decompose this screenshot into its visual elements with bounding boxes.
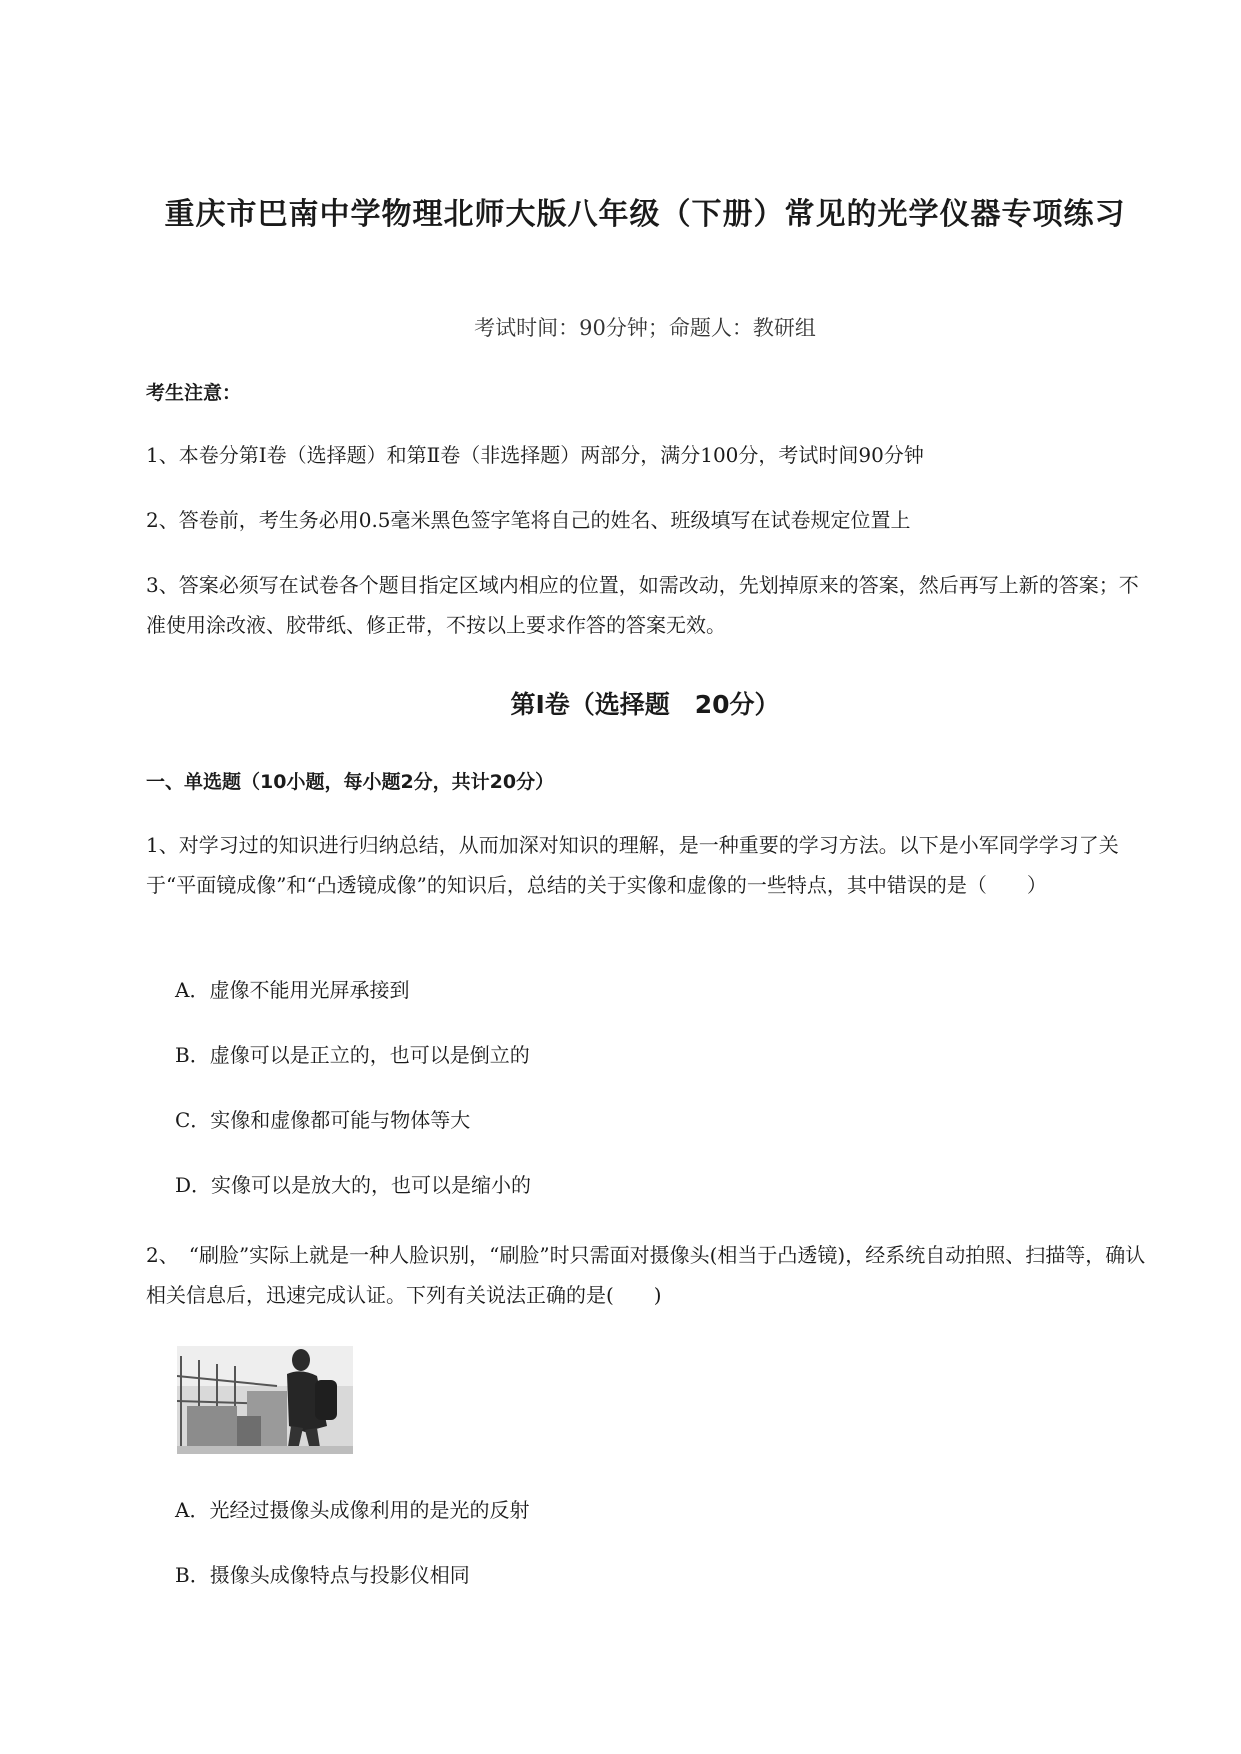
question-2-option-a: A．光经过摄像头成像利用的是光的反射 [175, 1498, 530, 1522]
question-type-heading: 一、单选题（10小题，每小题2分，共计20分） [146, 771, 555, 793]
notice-item-2: 2、答卷前，考生务必用0.5毫米黑色签字笔将自己的姓名、班级填写在试卷规定位置上 [146, 508, 911, 532]
question-2-stem: 2、 “刷脸”实际上就是一种人脸识别，“刷脸”时只需面对摄像头(相当于凸透镜)，经系统自动拍照、扫描等，确认相关信息后，迅速完成认证。下列有关说法正确的是( ) [146, 1243, 1146, 1307]
section-title: 第Ⅰ卷（选择题 20分） [510, 690, 780, 719]
notice-heading: 考生注意： [146, 382, 242, 404]
question-2-option-b: B．摄像头成像特点与投影仪相同 [175, 1563, 470, 1587]
question-1-stem: 1、对学习过的知识进行归纳总结，从而加深对知识的理解，是一种重要的学习方法。以下是小军同学学习了关于“平面镜成像”和“凸透镜成像”的知识后，总结的关于实像和虚像的一些特点，其中错误的是（ ） [146, 833, 1119, 897]
exam-title: 重庆市巴南中学物理北师大版八年级（下册）常见的光学仪器专项练习 [164, 197, 1126, 232]
notice-item-1: 1、本卷分第Ⅰ卷（选择题）和第Ⅱ卷（非选择题）两部分，满分100分，考试时间90分钟 [146, 443, 924, 467]
face-scan-gate-photo [177, 1346, 353, 1454]
exam-subtitle: 考试时间：90分钟；命题人：教研组 [474, 316, 816, 340]
question-1-option-c: C．实像和虚像都可能与物体等大 [175, 1108, 471, 1132]
question-1-option-a: A．虚像不能用光屏承接到 [175, 978, 410, 1002]
question-1-option-d: D．实像可以是放大的，也可以是缩小的 [175, 1173, 532, 1197]
notice-item-3: 3、答案必须写在试卷各个题目指定区域内相应的位置，如需改动，先划掉原来的答案，然后再写上新的答案；不准使用涂改液、胶带纸、修正带，不按以上要求作答的答案无效。 [146, 573, 1139, 637]
question-1-option-b: B．虚像可以是正立的，也可以是倒立的 [175, 1043, 530, 1067]
